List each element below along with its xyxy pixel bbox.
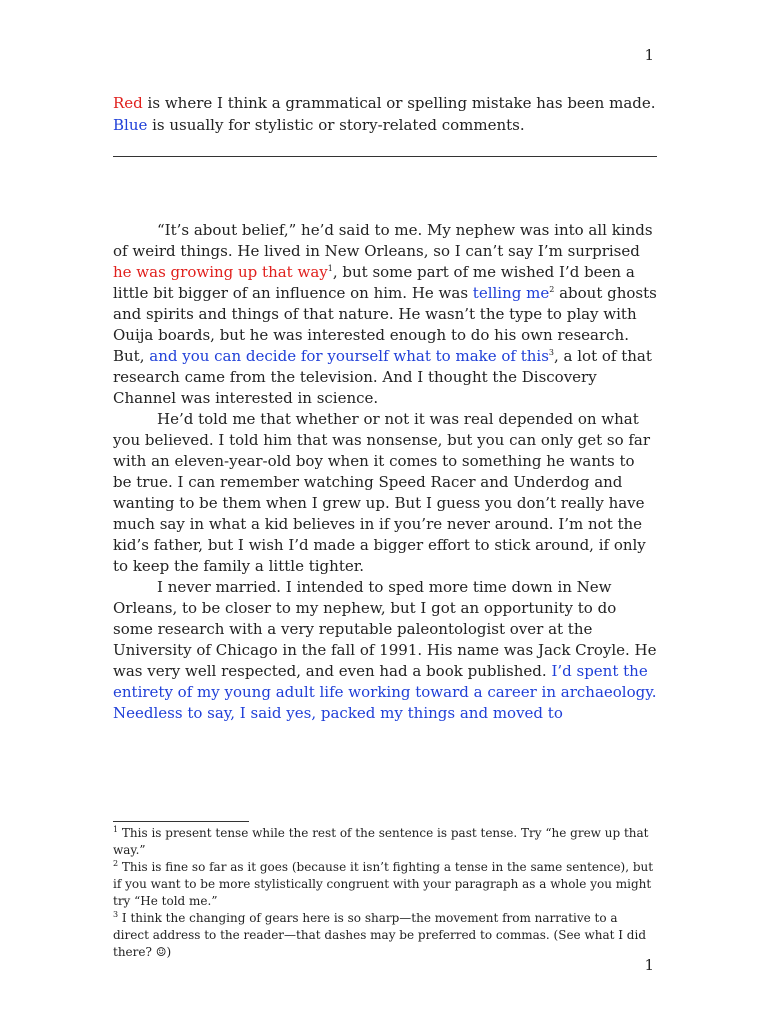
footnote-divider (113, 821, 249, 822)
footnote-ref-1[interactable]: 1 (327, 264, 333, 273)
paragraph-1-text-a: “It’s about belief,” he’d said to me. My nephew was into all kinds of weird things. He lived in New Orleans, so I can’t say I’m surprised (113, 221, 653, 260)
footnotes (113, 825, 657, 961)
paragraph-1 (113, 220, 657, 409)
paragraph-3-text-a: I never married. I intended to sped more time down in New Orleans, to be closer to my nephew, but I got an opportunity to do some research with a very reputable paleontologist over at the University of Chicago in the fall of 1991. His name was Jack Croyle. He was very well respected, and even had a book published. (113, 578, 657, 680)
paragraph-1-text-c: about ghosts and spirits and things of that nature. He wasn’t the type to play with Ouija boards, but he was interested enough to do his own research. But, (113, 284, 657, 365)
footnote-number-2: 2 (113, 859, 119, 868)
paragraph-2: He’d told me that whether or not it was real depended on what you believed. I told him that was nonsense, but you can only get so far with an eleven-year-old boy when it comes to something he wants to be true. I can remember watching Speed Racer and Underdog and wanting to be them when I grew up. But I guess you don’t really have much say in what a kid believes in if you’re never around. I’m not the kid’s father, but I wish I’d made a bigger effort to stick around, if only to keep the family a little tighter. (113, 410, 651, 575)
paragraph-1-text-b: , but some part of me wished I’d been a little bit bigger of an influence on him. He was (113, 263, 635, 302)
footnote-number-1: 1 (113, 825, 119, 834)
page-number-top: 1 (644, 46, 654, 64)
header-divider (113, 156, 657, 157)
legend-red-text: is where I think a grammatical or spelling mistake has been made. (142, 94, 656, 112)
style-comment-1: telling me (472, 284, 550, 302)
footnote-ref-2[interactable]: 2 (549, 285, 555, 294)
footnote-text-3: I think the changing of gears here is so sharp—the movement from narrative to a direct address to the reader—that dashes may be preferred to commas. (See what I did there? ☺) (113, 911, 647, 959)
color-legend (113, 92, 657, 136)
footnote-text-2: This is fine so far as it goes (because it isn’t fighting a tense in the same sentence), but if you want to be more stylistically congruent with your paragraph as a whole you might try “He told me.” (113, 860, 654, 908)
footnote-2 (113, 859, 657, 910)
style-comment-3: I’d spent the entirety of my young adult life working toward a career in archaeology. Needless to say, I said yes, packed my things and moved to (113, 662, 657, 722)
page-number-bottom: 1 (644, 956, 654, 974)
footnote-ref-3[interactable]: 3 (548, 348, 554, 357)
legend-blue-word: Blue (113, 116, 148, 134)
footnote-3 (113, 910, 657, 961)
footnote-text-1: This is present tense while the rest of the sentence is past tense. Try “he grew up that way.” (113, 826, 649, 857)
grammar-mark-1: he was growing up that way (113, 263, 328, 281)
legend-blue-text: is usually for stylistic or story-related comments. (147, 116, 525, 134)
paragraph-1-text-d: , a lot of that research came from the television. And I thought the Discovery Channel was interested in science. (113, 347, 652, 407)
story-body (113, 220, 657, 724)
footnote-number-3: 3 (113, 910, 119, 919)
legend-red-word: Red (113, 94, 143, 112)
style-comment-2: and you can decide for yourself what to make of this (149, 347, 549, 365)
footnote-1 (113, 825, 657, 859)
paragraph-3 (113, 577, 657, 724)
